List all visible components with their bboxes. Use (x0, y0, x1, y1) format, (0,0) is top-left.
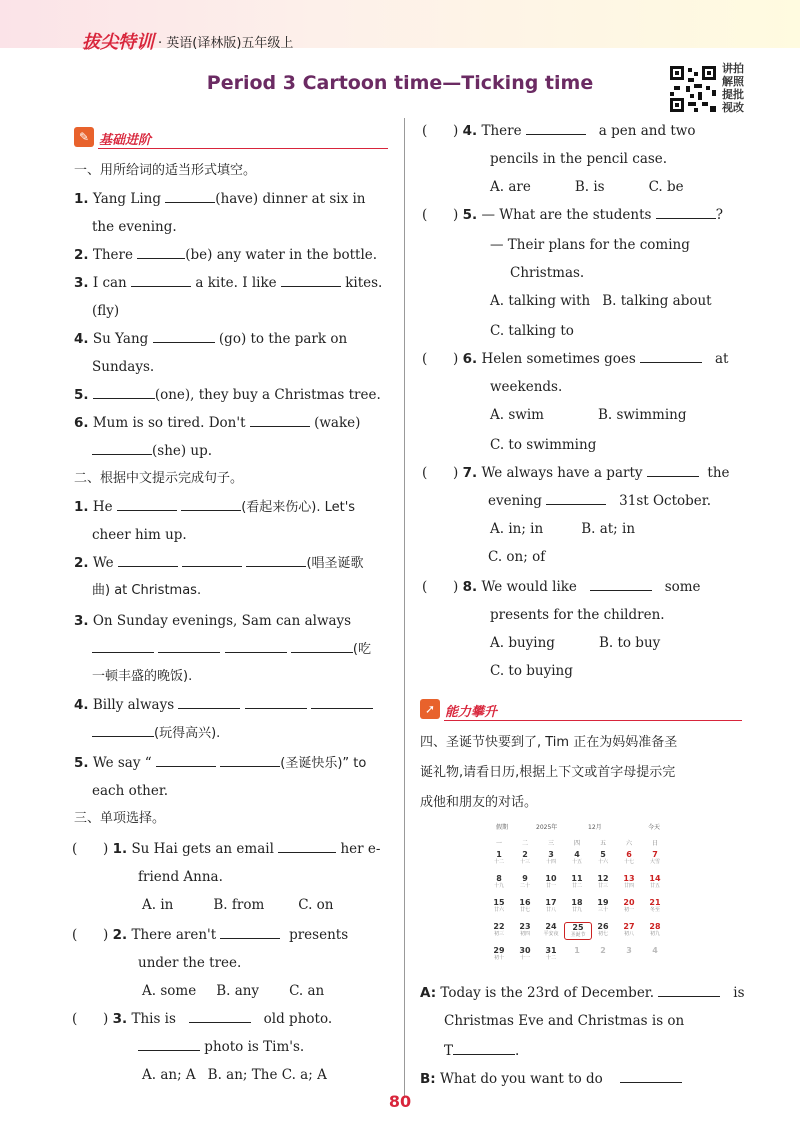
p2-q4-cont: (玩得高兴). (92, 724, 220, 743)
calendar-weekday: 四 (573, 840, 580, 847)
calendar-day (512, 922, 538, 938)
calendar-weekday: 日 (651, 840, 658, 847)
column-divider (404, 118, 405, 1098)
p1-q4: 4. Su Yang (go) to the park on (74, 331, 348, 347)
p2-q4: 4. Billy always (74, 696, 373, 714)
calendar-day (564, 850, 590, 866)
p2-q3: 3. On Sunday evenings, Sam can always (74, 613, 352, 629)
p3-q1-cont: friend Anna. (138, 869, 223, 885)
p3-q5-option-c: C. talking to (490, 323, 574, 339)
calendar-day-number: 3 (548, 850, 554, 859)
calendar-day-number: 26 (597, 922, 609, 931)
calendar-day (564, 946, 590, 955)
calendar-day-lunar: 十二 (493, 859, 504, 865)
calendar-weekday: 五 (599, 840, 606, 847)
calendar-day-lunar: 圣诞节 (570, 932, 586, 938)
calendar-day (486, 922, 512, 938)
calendar-day-lunar: 三十 (597, 907, 608, 913)
p3-q2-cont: under the tree. (138, 955, 242, 971)
calendar-day-number: 4 (574, 850, 580, 859)
calendar-day-number: 27 (623, 922, 635, 931)
calendar-day (564, 874, 590, 890)
part4-instruction-2: 诞礼物,请看日历,根据上下文或首字母提示完 (420, 765, 676, 780)
calendar-day (616, 850, 642, 866)
calendar-day (486, 850, 512, 866)
p1-q4-cont: Sundays. (92, 359, 155, 375)
calendar-day (590, 874, 616, 890)
calendar-weekday: 二 (521, 840, 528, 847)
dialog-a-line1: A: Today is the 23rd of December. is (420, 985, 745, 1001)
p3-q4: ( ) 4. There a pen and two (422, 123, 696, 139)
calendar-day-number: 2 (600, 946, 606, 955)
rocket-icon: ➚ (420, 699, 440, 719)
p3-q8: ( ) 8. We would like some (422, 579, 701, 595)
p3-q7-option-c: C. on; of (488, 549, 546, 565)
p1-q3: 3. I can a kite. I like kites. (74, 275, 383, 291)
part1-title: 一、用所给词的适当形式填空。 (74, 163, 257, 178)
calendar-day (590, 946, 616, 955)
calendar-day-lunar: 十九 (493, 883, 504, 889)
calendar-day-number: 20 (623, 898, 635, 907)
calendar-day-lunar: 初一 (623, 907, 634, 913)
calendar-day-lunar: 初八 (623, 931, 634, 937)
calendar: 假期 2025年 12月 今天 一 二 三 四 五 六 日 1 十二 2 十三 3 十四 4 十五 5 十六 6 十七 7 大雪 8 十九 9 二十 10 廿一 11 廿二 12 廿三 13 廿四 14 廿五 15 廿六 16 廿七 17 廿八 18 廿九 19 三十 20 初一 21 冬至 22 初三 23 初四 24 平安夜 25 圣诞节 26 初七 27 初八 28 初九 29 初十 30 十一 31 十二 1 2 3 4 (486, 822, 672, 970)
qr-code-icon[interactable] (668, 64, 718, 114)
calendar-day-lunar: 廿六 (493, 907, 504, 913)
calendar-day-lunar: 廿七 (519, 907, 530, 913)
calendar-day-number: 3 (626, 946, 632, 955)
part4-instruction-1: 四、圣诞节快要到了, Tim 正在为妈妈准备圣 (420, 735, 678, 750)
calendar-day-number: 13 (623, 874, 635, 883)
calendar-day-number: 31 (545, 946, 557, 955)
pencil-icon: ✎ (74, 127, 94, 147)
p3-q8-options: A. buying B. to buy (490, 635, 661, 651)
calendar-day (590, 850, 616, 866)
p3-q4-cont: pencils in the pencil case. (490, 151, 668, 167)
p1-q1: 1. Yang Ling (have) dinner at six in (74, 191, 366, 207)
calendar-day-number: 23 (519, 922, 531, 931)
calendar-day (538, 850, 564, 866)
p1-q5: 5. (one), they buy a Christmas tree. (74, 387, 381, 403)
calendar-day-lunar: 初十 (493, 955, 504, 961)
calendar-day-lunar: 廿五 (649, 883, 660, 889)
calendar-day-lunar: 廿四 (623, 883, 634, 889)
calendar-day-lunar: 初九 (649, 931, 660, 937)
calendar-day-number: 8 (496, 874, 502, 883)
dialog-b-line1: B: What do you want to do (420, 1070, 682, 1088)
calendar-day-lunar: 十三 (519, 859, 530, 865)
p3-q2: ( ) 2. There aren't presents (72, 927, 349, 943)
calendar-day-lunar: 平安夜 (543, 931, 559, 937)
p1-q2: 2. There (be) any water in the bottle. (74, 247, 378, 263)
section-heading-advanced: ➚ 能力攀升 (420, 698, 742, 722)
calendar-day-number: 5 (600, 850, 606, 859)
calendar-day (486, 898, 512, 914)
dialog-a-line2: Christmas Eve and Christmas is on (444, 1013, 685, 1029)
calendar-day-lunar: 二十 (519, 883, 530, 889)
p2-q3-cont: (吃 (92, 640, 371, 659)
p2-q1-cont: cheer him up. (92, 527, 187, 543)
dialog-a-line3: T . (444, 1043, 520, 1059)
calendar-day (486, 946, 512, 962)
calendar-day-lunar: 十一 (519, 955, 530, 961)
calendar-day (616, 898, 642, 914)
calendar-day-lunar: 十五 (571, 859, 582, 865)
p3-q6-option-c: C. to swimming (490, 437, 597, 453)
p2-q2-cont: 曲) at Christmas. (92, 583, 202, 598)
calendar-day-lunar: 十七 (623, 859, 634, 865)
p3-q5: ( ) 5. — What are the students ? (422, 207, 724, 223)
p3-q1-options: A. in B. from C. on (142, 897, 334, 913)
p3-q6-options: A. swim B. swimming (490, 407, 687, 423)
calendar-day-lunar: 廿二 (571, 883, 582, 889)
p3-q3: ( ) 3. This is old photo. (72, 1011, 333, 1027)
calendar-day-lunar: 十六 (597, 859, 608, 865)
calendar-day-lunar: 初四 (519, 931, 530, 937)
p3-q5-cont2: Christmas. (510, 265, 585, 281)
p2-q1: 1. He (看起来伤心). Let's (74, 499, 356, 515)
calendar-day-number: 19 (597, 898, 609, 907)
calendar-day (590, 898, 616, 914)
p3-q2-options: A. some B. any C. an (142, 983, 325, 999)
calendar-day-number: 28 (649, 922, 661, 931)
section-heading-basic: ✎ 基础进阶 (74, 126, 388, 150)
calendar-day-number: 16 (519, 898, 531, 907)
calendar-day-lunar: 廿九 (571, 907, 582, 913)
calendar-day (564, 898, 590, 914)
brand-logo: 拔尖特训 (82, 32, 154, 53)
calendar-day-number: 15 (493, 898, 505, 907)
p3-q1: ( ) 1. Su Hai gets an email her e- (72, 841, 381, 857)
calendar-day (512, 946, 538, 962)
calendar-day-lunar: 廿八 (545, 907, 556, 913)
calendar-weekday: 六 (625, 840, 632, 847)
p1-q3-cont: (fly) (92, 303, 120, 319)
calendar-day (512, 874, 538, 890)
calendar-day-lunar: 十二 (545, 955, 556, 961)
part2-title: 二、根据中文提示完成句子。 (74, 471, 244, 486)
p3-q3-options: A. an; A B. an; The C. a; A (142, 1067, 327, 1083)
qr-caption: 讲拍 解照 提批 视改 (722, 62, 744, 114)
calendar-day (538, 946, 564, 962)
calendar-day (642, 850, 668, 866)
p3-q8-option-c: C. to buying (490, 663, 573, 679)
calendar-day-lunar: 大雪 (649, 859, 660, 865)
calendar-day-lunar: 廿三 (597, 883, 608, 889)
calendar-day-number: 29 (493, 946, 505, 955)
calendar-day (616, 922, 642, 938)
calendar-day-number: 18 (571, 898, 583, 907)
calendar-day-number: 24 (545, 922, 557, 931)
calendar-day (642, 922, 668, 938)
p1-q1-cont: the evening. (92, 219, 177, 235)
calendar-day (538, 874, 564, 890)
calendar-day-lunar: 廿一 (545, 883, 556, 889)
p3-q7: ( ) 7. We always have a party the (422, 465, 730, 481)
calendar-day-number: 14 (649, 874, 661, 883)
p1-q6: 6. Mum is so tired. Don't (wake) (74, 415, 361, 431)
book-subtitle: · 英语(译林版)五年级上 (158, 36, 294, 51)
calendar-day-lunar: 初三 (493, 931, 504, 937)
p3-q3-cont: photo is Tim's. (138, 1038, 304, 1056)
calendar-day-number: 30 (519, 946, 531, 955)
p3-q6-cont: weekends. (490, 379, 563, 395)
calendar-day-number: 25 (572, 923, 584, 932)
calendar-day-lunar: 初七 (597, 931, 608, 937)
page-number: 80 (388, 1092, 412, 1111)
calendar-day (642, 898, 668, 914)
calendar-day-number: 17 (545, 898, 557, 907)
part3-title: 三、单项选择。 (74, 811, 166, 826)
calendar-day (642, 874, 668, 890)
calendar-day (486, 874, 512, 890)
calendar-weekday: 一 (495, 840, 502, 847)
calendar-day (512, 898, 538, 914)
p3-q8-cont: presents for the children. (490, 607, 665, 623)
calendar-day (512, 850, 538, 866)
calendar-day (590, 922, 616, 938)
p2-q2: 2. We (唱圣诞歌 (74, 555, 364, 571)
calendar-day-number: 2 (522, 850, 528, 859)
calendar-day (616, 946, 642, 955)
p2-q5: 5. We say “ (圣诞快乐)” to (74, 755, 367, 771)
calendar-day-lunar: 十四 (545, 859, 556, 865)
p2-q3-cont2: 一顿丰盛的晚饭). (92, 669, 193, 684)
calendar-day (616, 874, 642, 890)
calendar-day-number: 11 (571, 874, 583, 883)
p2-q5-cont: each other. (92, 783, 169, 799)
calendar-day-number: 7 (652, 850, 658, 859)
calendar-day (564, 922, 592, 940)
calendar-day (642, 946, 668, 955)
p3-q4-options: A. are B. is C. be (490, 179, 684, 195)
calendar-weekday: 三 (547, 840, 554, 847)
p3-q5-options: A. talking with B. talking about (490, 293, 712, 309)
p3-q6: ( ) 6. Helen sometimes goes at (422, 351, 729, 367)
calendar-day-number: 22 (493, 922, 505, 931)
calendar-day-number: 4 (652, 946, 658, 955)
page-title: Period 3 Cartoon time—Ticking time (206, 72, 594, 94)
calendar-day-number: 12 (597, 874, 609, 883)
calendar-day-lunar: 冬至 (649, 907, 660, 913)
calendar-day-number: 10 (545, 874, 557, 883)
calendar-day-number: 21 (649, 898, 661, 907)
calendar-day-number: 9 (522, 874, 528, 883)
calendar-day-number: 6 (626, 850, 632, 859)
p3-q5-cont: — Their plans for the coming (490, 237, 690, 253)
calendar-day-number: 1 (574, 946, 580, 955)
calendar-day-number: 1 (496, 850, 502, 859)
calendar-day (538, 898, 564, 914)
p3-q7-options: A. in; in B. at; in (490, 521, 636, 537)
part4-instruction-3: 成他和朋友的对话。 (420, 795, 538, 810)
calendar-day (538, 922, 564, 938)
p1-q6-cont: (she) up. (92, 442, 212, 460)
p3-q7-cont: evening 31st October. (488, 493, 712, 509)
